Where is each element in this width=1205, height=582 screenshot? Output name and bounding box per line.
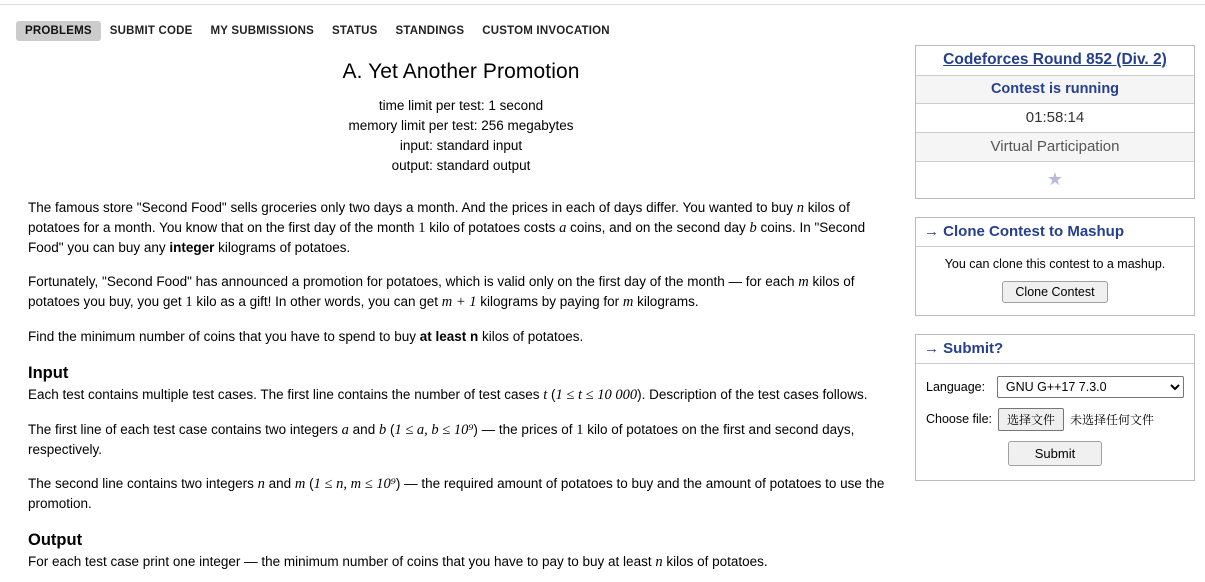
file-row xyxy=(926,408,1184,431)
problem-statement xyxy=(28,60,894,582)
favourite-row xyxy=(916,161,1194,198)
clone-contest-description: You can clone this contest to a mashup. xyxy=(944,257,1166,271)
p2-expr-m-plus-1: m + 1 xyxy=(441,294,477,310)
ip1-seg-a: Each test contains multiple test cases. The first line contains the number of test cases xyxy=(28,387,544,402)
input-section-heading: Input xyxy=(28,364,69,382)
submit-button-row xyxy=(926,441,1184,466)
nav-item-status[interactable]: STATUS xyxy=(332,25,378,37)
choose-file-button[interactable]: 选择文件 xyxy=(998,408,1064,431)
ip1-seg-c: ). Description of the test cases follows. xyxy=(637,387,868,402)
p2-seg-e: kilograms. xyxy=(633,294,699,309)
submit-box-title[interactable]: → Submit? xyxy=(916,335,1194,364)
contest-status: Contest is running xyxy=(916,75,1194,103)
p2-seg-c: kilo as a gift! In other words, you can get xyxy=(192,294,442,309)
submit-form xyxy=(916,364,1194,480)
ip2-num-one: 1 xyxy=(576,422,584,438)
output-section-heading: Output xyxy=(28,531,83,549)
p2-var-m: m xyxy=(798,274,809,290)
submit-button[interactable]: Submit xyxy=(1008,441,1102,466)
submit-box xyxy=(915,334,1195,481)
p1-seg-f: kilograms of potatoes. xyxy=(214,240,351,255)
contest-box xyxy=(915,45,1195,199)
ip3-var-m: m xyxy=(294,476,306,492)
sidebar xyxy=(915,45,1195,499)
ip2-seg-e: kilo of potatoes on the first and second days, respectively. xyxy=(28,422,855,457)
nav-item-custom-invocation[interactable]: CUSTOM INVOCATION xyxy=(482,25,610,37)
nav-item-problems[interactable]: PROBLEMS xyxy=(16,21,101,41)
p2-num-one: 1 xyxy=(185,294,193,310)
nav-item-submit-code[interactable]: SUBMIT CODE xyxy=(109,25,193,37)
p1-num-one: 1 xyxy=(418,220,426,236)
ip2-var-a: a xyxy=(341,422,349,438)
contest-countdown: 01:58:14 xyxy=(916,103,1194,132)
p2-var-m2: m xyxy=(622,294,634,310)
p1-seg-c: kilo of potatoes costs xyxy=(425,220,560,235)
contest-nav xyxy=(16,21,619,41)
op1-seg-a: For each test case print one integer — the minimum number of coins that you have to pay to buy at least xyxy=(28,554,656,569)
p3-emph-at-least-n: at least n xyxy=(419,329,479,344)
ip2-range: 1 ≤ a, b ≤ 10⁹ xyxy=(394,422,474,438)
clone-contest-title[interactable]: → Clone Contest to Mashup xyxy=(916,218,1194,247)
input-paragraph-1 xyxy=(28,385,894,405)
op1-seg-b: kilos of potatoes. xyxy=(662,554,768,569)
clone-contest-body xyxy=(916,247,1194,315)
p1-var-n: n xyxy=(796,200,805,216)
input-paragraph-3 xyxy=(28,474,894,513)
file-input[interactable] xyxy=(998,408,1154,431)
language-label: Language: xyxy=(926,379,986,394)
ip1-var-t: t xyxy=(543,387,548,403)
ip2-seg-d: ) — the prices of xyxy=(473,422,577,437)
ip3-var-n: n xyxy=(257,476,265,492)
memory-limit: memory limit per test: 256 megabytes xyxy=(348,118,574,133)
p2-seg-d: kilograms by paying for xyxy=(476,294,623,309)
contest-title-link[interactable]: Codeforces Round 852 (Div. 2) xyxy=(943,51,1167,68)
p1-emph-integer: integer xyxy=(169,240,215,255)
output-spec: output: standard output xyxy=(391,158,531,173)
ip2-seg-a: The first line of each test case contains two integers xyxy=(28,422,342,437)
ip2-var-b: b xyxy=(378,422,387,438)
ip1-seg-b: ( xyxy=(547,387,556,402)
p3-seg-a: Find the minimum number of coins that you have to spend to buy xyxy=(28,329,420,344)
ip3-seg-b: and xyxy=(264,476,295,491)
p1-var-b: b xyxy=(749,220,757,236)
ip3-seg-c: ( xyxy=(305,476,314,491)
ip3-seg-d: ) — the required amount of potatoes to buy and the amount of potatoes to use the promotion. xyxy=(28,476,885,511)
p2-seg-a: Fortunately, "Second Food" has announced a promotion for potatoes, which is valid only on the first day of the month — for each xyxy=(28,274,799,289)
p3-seg-b: kilos of potatoes. xyxy=(478,329,584,344)
paragraph-2 xyxy=(28,272,894,312)
virtual-participation-link[interactable]: Virtual Participation xyxy=(916,132,1194,161)
problem-limits xyxy=(28,96,894,176)
op1-var-n: n xyxy=(655,554,663,570)
input-paragraph-2 xyxy=(28,420,894,459)
p1-seg-e: coins. In "Second Food" you can buy any xyxy=(28,220,866,255)
input-spec: input: standard input xyxy=(399,138,523,153)
star-icon[interactable]: ★ xyxy=(1046,169,1064,189)
p1-seg-d: coins, and on the second day xyxy=(566,220,750,235)
problem-body xyxy=(28,198,894,572)
problem-title: A. Yet Another Promotion xyxy=(342,60,580,83)
choose-file-label: Choose file: xyxy=(926,412,993,426)
paragraph-3 xyxy=(28,327,894,346)
ip3-seg-a: The second line contains two integers xyxy=(28,476,258,491)
ip3-range: 1 ≤ n, m ≤ 10⁹ xyxy=(313,476,396,492)
clone-contest-box xyxy=(915,217,1195,316)
p1-seg-b: kilos of potatoes for a month. You know that on the first day of the month xyxy=(28,200,850,235)
paragraph-1 xyxy=(28,198,894,257)
ip1-range: 1 ≤ t ≤ 10 000 xyxy=(555,387,638,403)
output-paragraph-1 xyxy=(28,552,894,572)
language-select[interactable] xyxy=(997,376,1184,398)
top-divider xyxy=(0,4,1205,5)
ip2-seg-b: and xyxy=(348,422,379,437)
p2-seg-b: kilos of potatoes you buy, you get xyxy=(28,274,855,309)
ip2-seg-c: ( xyxy=(386,422,395,437)
selected-file-name: 未选择任何文件 xyxy=(1070,413,1155,427)
clone-contest-button[interactable]: Clone Contest xyxy=(1002,281,1107,303)
language-row xyxy=(926,376,1184,398)
nav-item-standings[interactable]: STANDINGS xyxy=(395,25,465,37)
time-limit: time limit per test: 1 second xyxy=(378,98,544,113)
p1-var-a: a xyxy=(559,220,567,236)
nav-item-my-submissions[interactable]: MY SUBMISSIONS xyxy=(210,25,315,37)
p1-seg-a: The famous store "Second Food" sells groceries only two days a month. And the prices in each of days differ. You wanted to buy xyxy=(28,200,797,215)
